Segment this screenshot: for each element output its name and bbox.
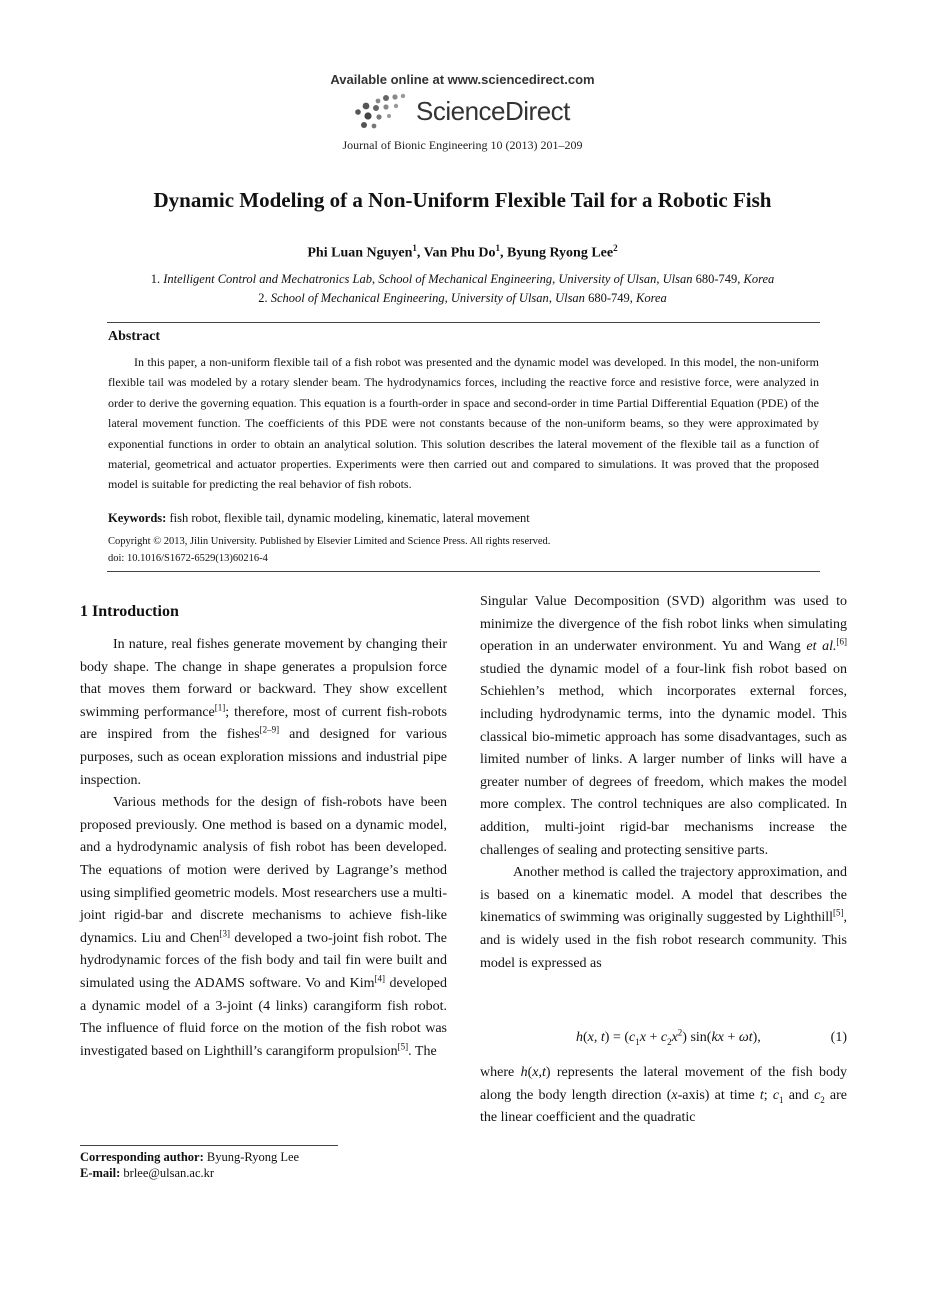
abstract-body: In this paper, a non-uniform flexible tail of a fish robot was presented and the dynamic model was developed. In this model, the non-uniform flexible tail was modeled by a rotary slender beam. The hydrodynamics forces, including the reactive force and resistive force, were analyzed in order to derive the governing equation. This equation is a fourth-order in space and second-order in time Partial Differential Equation (PDE) of the lateral movement function. The coefficients of this PDE were not constants because of the non-uniform beams, so they were approximated by exponential functions in order to obtain an analytical solution. This solution describes the lateral movement of the flexible tail as a function of material, geometrical and actuator properties. Experiments were then carried out and compared to simulations. It was proved that the proposed model is suitable for predicting the real behavior of fish robots. [108,355,819,492]
doi-line: doi: 10.1016/S1672-6529(13)60216-4 [108,553,268,564]
abstract-heading: Abstract [108,329,161,344]
section-heading: 1 Introduction [80,603,179,620]
paragraph: In nature, real fishes generate movement by changing their body shape. The change in shape generates a propulsion force that moves them forward or backward. They show excellent swimming performance[1]; therefore, most of current fish-robots are inspired from the fishes[2–9] and designed for various purposes, such as ocean exploration missions and industrial pipe inspection. [80,637,447,788]
paragraph: Another method is called the trajectory approximation, and is based on a kinematic model. A model that describes the kinematics of swimming was originally suggested by Lighthill[5], and is widely used in the fish robot research community. This model is expressed as [480,865,847,971]
right-column [480,591,847,975]
footnote-rule [80,1145,338,1146]
author-name: Phi Luan Nguyen [307,245,413,261]
paper-title: Dynamic Modeling of a Non-Uniform Flexible Tail for a Robotic Fish [153,188,772,212]
sciencedirect-wordmark: ScienceDirect [416,96,570,126]
author-affiliation-mark: 1 [412,243,417,253]
abstract-top-rule [107,322,820,323]
journal-reference: Journal of Bionic Engineering 10 (2013) 201–209 [342,138,583,152]
corresponding-author: Corresponding author: Byung-Ryong Lee [80,1150,300,1164]
paragraph: where h(x,t) represents the lateral movement of the fish body along the body length direction (x-axis) at time t; $c_1$ and $c_2$ are the linear coefficient and the quadratic [480,1065,848,1126]
right-column-continued [480,1062,847,1130]
equation-1 [480,1027,847,1054]
affiliation-1: 1. Intelligent Control and Mechatronics Lab, School of Mechanical Engineering, University of Ulsan, Ulsan 680-749, Korea [150,272,775,286]
sciencedirect-logo [352,92,582,132]
paragraph: Various methods for the design of fish-robots have been proposed previously. One method is based on a dynamic model, and a hydrodynamic analysis of fish robot has been developed. The equations of motion were derived by Lagrange’s method using simplified geometric models. Most researchers use a multi-joint rigid-bar and discrete mechanisms to achieve fish-like dynamics. Liu and Chen[3] developed a two-joint fish robot. The hydrodynamic forces of the fish body and tail fin were built and simulated using the ADAMS software. Vo and Kim[4] developed a dynamic model of a 3-joint (4 links) carangiform fish robot. The influence of fluid force on the motion of the fish robot was investigated based on Lighthill’s carangiform propulsion[5]. The [80,795,448,1059]
equation-expression: h(x, $t) = (c_1x + c_2x^2) \sin(kx + \omega t)$, [576,1027,761,1047]
author-list: Phi Luan Nguyen$^1$, Van Phu Do$^1$, Byung Ryong Lee$^2$ [307,243,618,261]
author-email: E-mail: brlee@ulsan.ac.kr [80,1166,215,1180]
paragraph: Singular Value Decomposition (SVD) algorithm was used to minimize the divergence of the fish robot links when simulating operation in an underwater environment. Yu and Wang et al.[6] studied the dynamic model of a four-link fish robot based on Schiehlen’s method, which incorporates external forces, including hydrodynamic terms, into the dynamic model. This classical bio-mimetic approach has some disadvantages, such as limited number of links. A larger number of links will have a greater number of degrees of freedom, which makes the model more complex. The control techniques are also complicated. In addition, multi-joint rigid-bar mechanisms increase the challenges of sealing and protecting sensitive parts. [480,594,847,858]
copyright-line: Copyright © 2013, Jilin University. Published by Elsevier Limited and Science Press. All rights reserved. [108,536,551,547]
equation-number: (1) [830,1030,847,1045]
author-name: Byung Ryong Lee [507,245,614,261]
affiliation-2: 2. School of Mechanical Engineering, University of Ulsan, Ulsan 680-749, Korea [258,291,667,305]
author-affiliation-mark: 1 [495,243,501,253]
left-column [80,634,447,1063]
keywords: Keywords: fish robot, flexible tail, dynamic modeling, kinematic, lateral movement [108,511,530,525]
available-online-text: Available online at www.sciencedirect.com [330,72,595,87]
sciencedirect-dots-icon [352,92,410,132]
author-name: Van Phu Do [423,245,496,261]
author-affiliation-mark: 2 [613,243,618,253]
abstract-bottom-rule [107,571,820,572]
